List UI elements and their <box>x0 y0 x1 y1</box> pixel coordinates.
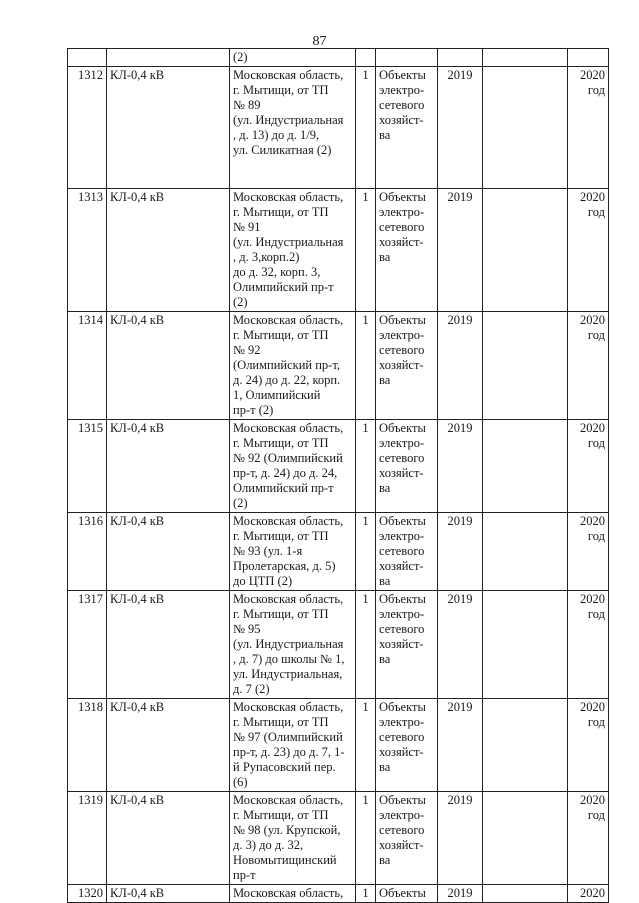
cell-number: 1314 <box>68 312 107 420</box>
cell-plan: 2020 год <box>568 312 609 420</box>
table-row <box>68 792 609 885</box>
cell-quantity: 1 <box>356 420 376 513</box>
continuation-row <box>68 49 609 67</box>
cell-name: КЛ-0,4 кВ <box>107 67 230 189</box>
cell-plan: 2020 год <box>568 792 609 885</box>
cell-quantity: 1 <box>356 699 376 792</box>
cell-address: (2) <box>230 49 356 67</box>
cell-year: 2019 <box>438 792 483 885</box>
cell-note <box>483 513 568 591</box>
cell-plan: 2020 год <box>568 699 609 792</box>
cell-quantity: 1 <box>356 189 376 312</box>
cell-category: Объекты электро- сетевого хозяйст- ва <box>376 591 438 699</box>
cell-year: 2019 <box>438 513 483 591</box>
cell-category: Объекты электро- сетевого хозяйст- ва <box>376 67 438 189</box>
cell-category <box>376 49 438 67</box>
cell-address: Московская область, г. Мытищи, от ТП № 95 (ул. Индустриальная , д. 7) до школы № 1, ул. Индустриальная, д. 7 (2) <box>230 591 356 699</box>
cell-note <box>483 792 568 885</box>
table-row <box>68 420 609 513</box>
table-row <box>68 885 609 903</box>
cell-plan: 2020 год <box>568 420 609 513</box>
cell-category: Объекты электро- сетевого хозяйст- ва <box>376 513 438 591</box>
cell-number: 1320 <box>68 885 107 903</box>
cell-year: 2019 <box>438 420 483 513</box>
page-number: 87 <box>312 34 327 49</box>
cell-number: 1316 <box>68 513 107 591</box>
table-body <box>68 49 609 903</box>
cell-year <box>438 49 483 67</box>
cell-note <box>483 885 568 903</box>
cell-quantity: 1 <box>356 513 376 591</box>
table-row <box>68 591 609 699</box>
cell-year: 2019 <box>438 591 483 699</box>
cell-quantity: 1 <box>356 792 376 885</box>
cell-address: Московская область, г. Мытищи, от ТП № 93 (ул. 1-я Пролетарская, д. 5) до ЦТП (2) <box>230 513 356 591</box>
cell-note <box>483 591 568 699</box>
cell-plan: 2020 год <box>568 591 609 699</box>
cell-quantity: 1 <box>356 591 376 699</box>
table-row <box>68 699 609 792</box>
cell-number: 1312 <box>68 67 107 189</box>
cell-name: КЛ-0,4 кВ <box>107 312 230 420</box>
cell-plan <box>568 49 609 67</box>
cell-year: 2019 <box>438 699 483 792</box>
cell-name: КЛ-0,4 кВ <box>107 420 230 513</box>
cell-category: Объекты электро- сетевого хозяйст- ва <box>376 189 438 312</box>
cell-year: 2019 <box>438 312 483 420</box>
cell-year: 2019 <box>438 67 483 189</box>
cell-category: Объекты <box>376 885 438 903</box>
cell-note <box>483 420 568 513</box>
cell-year: 2019 <box>438 189 483 312</box>
table-row <box>68 189 609 312</box>
cell-plan: 2020 <box>568 885 609 903</box>
cell-note <box>483 699 568 792</box>
table-row <box>68 513 609 591</box>
cell-address: Московская область, <box>230 885 356 903</box>
cell-address: Московская область, г. Мытищи, от ТП № 89 (ул. Индустриальная , д. 13) до д. 1/9, ул. Силикатная (2) <box>230 67 356 189</box>
registry-table <box>67 48 609 903</box>
cell-number <box>68 49 107 67</box>
cell-name: КЛ-0,4 кВ <box>107 591 230 699</box>
cell-address: Московская область, г. Мытищи, от ТП № 92 (Олимпийский пр-т, д. 24) до д. 22, корп. 1, Олимпийский пр-т (2) <box>230 312 356 420</box>
cell-name: КЛ-0,4 кВ <box>107 699 230 792</box>
cell-name <box>107 49 230 67</box>
cell-note <box>483 189 568 312</box>
cell-name: КЛ-0,4 кВ <box>107 885 230 903</box>
cell-category: Объекты электро- сетевого хозяйст- ва <box>376 699 438 792</box>
cell-number: 1317 <box>68 591 107 699</box>
cell-number: 1315 <box>68 420 107 513</box>
cell-category: Объекты электро- сетевого хозяйст- ва <box>376 420 438 513</box>
cell-number: 1318 <box>68 699 107 792</box>
cell-address: Московская область, г. Мытищи, от ТП № 91 (ул. Индустриальная , д. 3,корп.2) до д. 32, корп. 3, Олимпийский пр-т (2) <box>230 189 356 312</box>
cell-quantity: 1 <box>356 67 376 189</box>
cell-category: Объекты электро- сетевого хозяйст- ва <box>376 792 438 885</box>
cell-plan: 2020 год <box>568 513 609 591</box>
cell-name: КЛ-0,4 кВ <box>107 513 230 591</box>
cell-quantity: 1 <box>356 885 376 903</box>
cell-plan: 2020 год <box>568 67 609 189</box>
cell-number: 1313 <box>68 189 107 312</box>
cell-quantity: 1 <box>356 312 376 420</box>
cell-year: 2019 <box>438 885 483 903</box>
cell-category: Объекты электро- сетевого хозяйст- ва <box>376 312 438 420</box>
cell-name: КЛ-0,4 кВ <box>107 792 230 885</box>
cell-number: 1319 <box>68 792 107 885</box>
cell-address: Московская область, г. Мытищи, от ТП № 92 (Олимпийский пр-т, д. 24) до д. 24, Олимпийский пр-т (2) <box>230 420 356 513</box>
cell-note <box>483 49 568 67</box>
cell-plan: 2020 год <box>568 189 609 312</box>
cell-address: Московская область, г. Мытищи, от ТП № 98 (ул. Крупской, д. 3) до д. 32, Новомытищинский пр-т <box>230 792 356 885</box>
table-row <box>68 67 609 189</box>
cell-note <box>483 312 568 420</box>
table-row <box>68 312 609 420</box>
cell-note <box>483 67 568 189</box>
cell-quantity <box>356 49 376 67</box>
cell-name: КЛ-0,4 кВ <box>107 189 230 312</box>
cell-address: Московская область, г. Мытищи, от ТП № 97 (Олимпийский пр-т, д. 23) до д. 7, 1- й Рупасовский пер. (6) <box>230 699 356 792</box>
